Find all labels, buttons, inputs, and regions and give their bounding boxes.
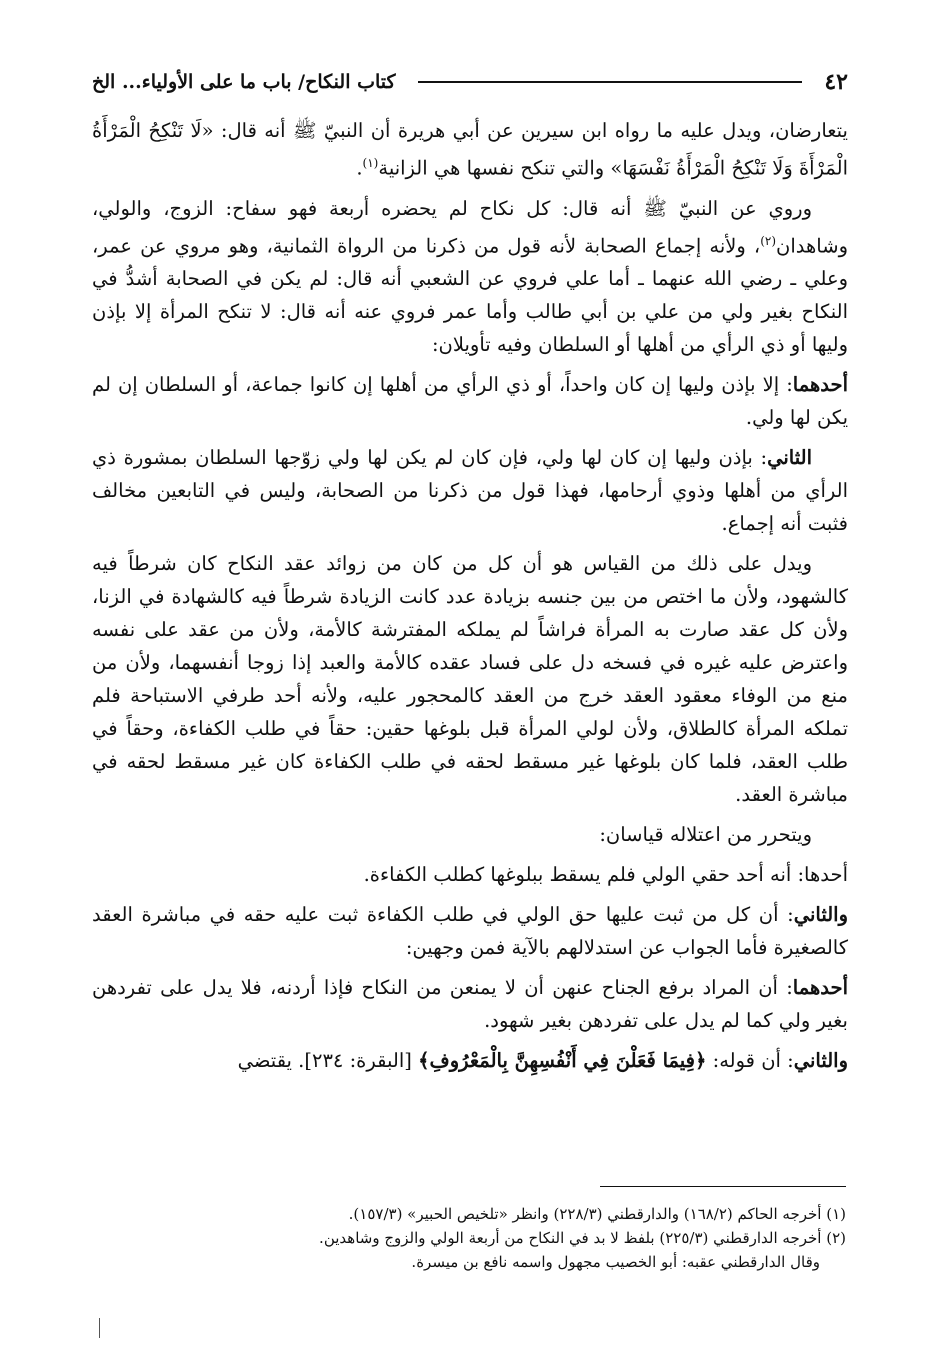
header-rule — [418, 81, 803, 83]
paragraph-tail: . — [356, 156, 363, 180]
footnote-rule — [600, 1186, 846, 1187]
paragraph — [92, 368, 848, 434]
paragraph — [92, 858, 848, 891]
running-head: كتاب النكاح/ باب ما على الأولياء... الخ — [92, 71, 396, 93]
paragraph-lead: الثاني — [767, 446, 812, 469]
paragraph — [92, 898, 848, 964]
footnotes — [100, 1202, 846, 1274]
paragraph-text: ويتحرر من اعتلاله قياسان: — [599, 823, 812, 846]
footnote: (٢) أخرجه الدارقطني (٢٢٥/٣) بلفظ لا بد في النكاح من أربعة الولي والزوج وشاهدين. — [319, 1229, 846, 1247]
paragraph-text: : بإذن وليها إن كان لها ولي، فإن كان لم يكن لها ولي زوّجها السلطان بمشورة ذي الرأي من أهلها وذوي أرحامها، فهذا قول من ذكرنا من الصحابة، وليس في التابعين مخالف فثبت أنه إجماع. — [92, 446, 848, 535]
page-number: ٤٢ — [824, 69, 848, 95]
paragraph — [92, 192, 848, 362]
paragraph-lead: والثاني — [793, 1049, 848, 1072]
paragraph — [92, 971, 848, 1037]
paragraph-text: ويدل على ذلك من القياس هو أن كل من كان من زوائد عقد النكاح كان شرطاً فيه كالشهود، ولأن ما اختص من بين جنسه بزيادة عدد كانت الزيادة شرطاً فيه كالشهادة في الزنا، ولأن كل عقد صارت به المرأة فراشاً لم يملكه المفترشة كالأمة، ولأن من عقد على نفسه واعترض عليه غيره في فسخه دل على فساد عقده كالأمة والعبد إذا زوجا أنفسهما، ولأن من منع من الوفاء معقود العقد خرج من العقد كالمحجور عليه، ولأنه أحد طرفي الاستباحة فلم تملكه المرأة كالطلاق، ولأن لولي المرأة قبل بلوغها حقين: حقاً في طلب الكفاءة، وحقاً في طلب العقد، فلما كان بلوغها غير مسقط لحقه في طلب الكفاءة كان غير مسقط لحقه في مباشرة العقد. — [92, 552, 848, 806]
page-header — [92, 64, 848, 100]
paragraph — [92, 547, 848, 811]
main-text — [92, 114, 848, 1077]
paragraph — [92, 1044, 848, 1077]
paragraph-lead: والثاني — [793, 903, 848, 926]
paragraph-tail: ، ولأنه إجماع الصحابة لأنه قول من ذكرنا من الرواة الثمانية، وهو مروي عن عمر، وعلي ـ رضي الله عنهما ـ أما علي فروي عن الشعبي أنه قال: لم يكن في الصحابة أشدُّ في النكاح بغير ولي من علي بن أبي طالب وأما عمر فروي عنه أنه قال: لا تنكح المرأة إلا بإذن وليها أو ذي الرأي من أهلها أو السلطان وفيه تأويلان: — [92, 234, 848, 356]
paragraph-text: : أن كل من ثبت عليها حق الولي في طلب الكفاءة ثبت عليه حقه في مباشرة العقد كالصغيرة فأما الجواب عن استدلالهم بالآية فمن وجهين: — [92, 903, 848, 959]
quran-verse: ﴿فِيمَا فَعَلْنَ فِي أَنْفُسِهِنَّ بِالْمَعْرُوفِ﴾ — [418, 1049, 707, 1072]
paragraph — [92, 441, 848, 540]
paragraph-text: : أن قوله: — [706, 1049, 794, 1072]
paragraph-text: يتعارضان، ويدل عليه ما رواه ابن سيرين عن أبي هريرة أن النبيّ ﷺ أنه قال: «لَا تَنْكِحُ الْمَرْأَةُ الْمَرْأَةَ وَلَا تَنْكِحُ الْمَرْأَةُ نَفْسَهَا» والتي تنكح نفسها هي الزانية — [92, 119, 848, 180]
footnote-ref: (١) — [362, 156, 379, 170]
footnote: (١) أخرجه الحاكم (١٦٨/٢) والدارقطني (٢٢٨/٣) وانظر «تلخيص الحبير» (١٥٧/٣). — [348, 1205, 846, 1223]
footnote-ref: (٢) — [760, 233, 777, 248]
paragraph-tail: [البقرة: ٢٣٤]. يقتضي — [237, 1049, 419, 1072]
paragraph-lead: أحدهما — [792, 976, 848, 999]
scan-mark — [99, 1318, 100, 1338]
paragraph-text: وروي عن النبيّ ﷺ أنه قال: كل نكاح لم يحضره أربعة فهو سفاح: الزوج، والولي، وشاهدان — [92, 196, 848, 257]
paragraph-text: : إلا بإذن وليها إن كان واحداً، أو ذي الرأي من أهلها إن كانوا جماعة، أو السلطان إن لم يكن لها ولي. — [92, 373, 848, 429]
paragraph — [92, 114, 848, 185]
paragraph — [92, 818, 848, 851]
paragraph-lead: أحدهما — [792, 373, 848, 396]
paragraph-text: : أن المراد برفع الجناح عنهن أن لا يمنعن من النكاح فإذا أردنه، فلا يدل على تفردهن بغير ولي كما لم يدل على تفردهن بغير شهود. — [92, 976, 848, 1032]
paragraph-text: أحدها: أنه أحد حقي الولي فلم يسقط ببلوغها كطلب الكفاءة. — [363, 863, 848, 886]
footnote-continuation: وقال الدارقطني عقبه: أبو الخصيب مجهول واسمه نافع بن ميسرة. — [411, 1253, 820, 1271]
